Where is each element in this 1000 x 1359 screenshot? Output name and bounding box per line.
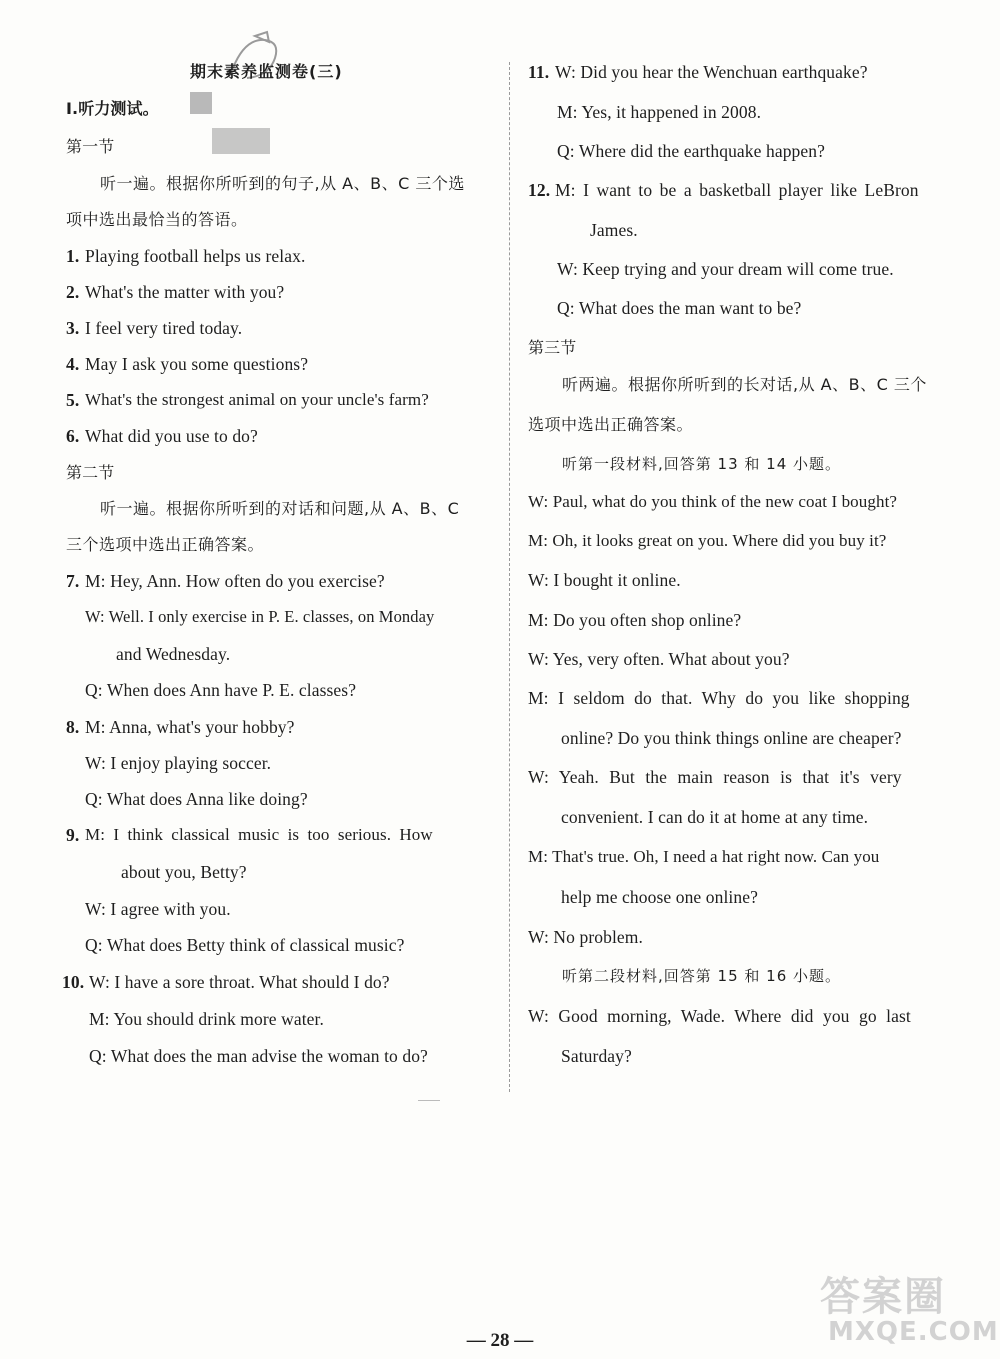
question-text: What's the strongest animal on your uncle's farm?: [85, 390, 429, 409]
dialogue-line: W: No problem.: [528, 927, 643, 947]
dialogue-question: Q: What does the man want to be?: [557, 298, 802, 318]
watermark-url: MXQE.COM: [828, 1317, 999, 1347]
dialogue-question: Q: Where did the earthquake happen?: [557, 141, 825, 161]
dialogue-line: online? Do you think things online are cheaper?: [561, 728, 902, 748]
material-heading: 听第一段材料,回答第 13 和 14 小题。: [562, 455, 842, 473]
question-number: 11.: [528, 62, 550, 82]
column-divider: [509, 62, 510, 1092]
dialogue-line: M: Anna, what's your hobby?: [85, 717, 295, 737]
page-number: — 28 —: [466, 1330, 534, 1351]
stray-mark: [418, 1100, 440, 1101]
question-number: 3.: [66, 318, 80, 338]
dialogue-line: M: I want to be a basketball player like LeBron: [555, 180, 919, 200]
section-heading: Ⅰ.听力测试。: [66, 99, 159, 118]
dialogue-question: Q: What does Betty think of classical music?: [85, 935, 405, 955]
question-number: 5.: [66, 390, 80, 410]
dialogue-line: M: Yes, it happened in 2008.: [557, 102, 762, 122]
dialogue-question: Q: What does Anna like doing?: [85, 789, 308, 809]
question-text: Playing football helps us relax.: [85, 246, 306, 266]
question-number: 7.: [66, 571, 80, 591]
question-text: May I ask you some questions?: [85, 354, 309, 374]
question-number: 9.: [66, 825, 80, 845]
question-number: 2.: [66, 282, 80, 302]
redacted-block: [212, 128, 270, 154]
dialogue-line: M: Oh, it looks great on you. Where did you buy it?: [528, 531, 887, 550]
dialogue-line: W: I enjoy playing soccer.: [85, 753, 272, 773]
question-number: 4.: [66, 354, 80, 374]
dialogue-line: M: You should drink more water.: [89, 1009, 324, 1029]
dialogue-line: W: Keep trying and your dream will come true.: [557, 259, 894, 279]
dialogue-line: M: I think classical music is too serious. How: [85, 825, 433, 844]
dialogue-line: W: Yes, very often. What about you?: [528, 649, 790, 669]
material-heading: 听第二段材料,回答第 15 和 16 小题。: [562, 967, 842, 985]
dialogue-line: W: Did you hear the Wenchuan earthquake?: [555, 62, 868, 82]
dialogue-line: James.: [590, 220, 638, 240]
dialogue-question: Q: When does Ann have P. E. classes?: [85, 680, 357, 700]
dialogue-line: and Wednesday.: [116, 644, 231, 664]
dialogue-line: M: Hey, Ann. How often do you exercise?: [85, 571, 385, 591]
question-text: What did you use to do?: [85, 426, 258, 446]
watermark-text: 答案圈: [820, 1274, 946, 1320]
dialogue-line: W: I agree with you.: [85, 899, 231, 919]
instruction-text: 听一遍。根据你所听到的句子,从 A、B、C 三个选: [100, 174, 465, 193]
question-text: I feel very tired today.: [85, 318, 243, 338]
question-number: 8.: [66, 717, 80, 737]
instruction-text: 三个选项中选出正确答案。: [66, 535, 265, 554]
dialogue-line: convenient. I can do it at home at any time.: [561, 807, 869, 827]
instruction-text: 选项中选出正确答案。: [528, 415, 694, 434]
part-heading: 第一节: [66, 137, 115, 156]
part-heading: 第三节: [528, 338, 577, 357]
dialogue-line: about you, Betty?: [121, 862, 247, 882]
dialogue-line: W: Yeah. But the main reason is that it's very: [528, 767, 902, 787]
dialogue-line: W: Paul, what do you think of the new coat I bought?: [528, 492, 898, 511]
dialogue-line: M: I seldom do that. Why do you like shopping: [528, 688, 910, 708]
question-number: 10.: [62, 972, 85, 992]
dialogue-line: W: I bought it online.: [528, 570, 681, 590]
question-number: 12.: [528, 180, 551, 200]
question-text: What's the matter with you?: [85, 282, 285, 302]
dialogue-line: W: Well. I only exercise in P. E. classes, on Monday: [85, 607, 435, 626]
instruction-text: 项中选出最恰当的答语。: [66, 210, 248, 229]
redacted-block: [190, 92, 212, 114]
dialogue-line: M: Do you often shop online?: [528, 610, 742, 630]
part-heading: 第二节: [66, 463, 115, 482]
instruction-text: 听一遍。根据你所听到的对话和问题,从 A、B、C: [100, 499, 460, 518]
instruction-text: 听两遍。根据你所听到的长对话,从 A、B、C 三个: [562, 375, 927, 394]
dialogue-line: W: I have a sore throat. What should I do?: [89, 972, 390, 992]
question-number: 1.: [66, 246, 80, 266]
page-title: 期末素养监测卷(三): [190, 62, 343, 81]
question-number: 6.: [66, 426, 80, 446]
dialogue-question: Q: What does the man advise the woman to do?: [89, 1046, 428, 1066]
dialogue-line: W: Good morning, Wade. Where did you go last: [528, 1006, 911, 1026]
dialogue-line: Saturday?: [561, 1046, 632, 1066]
watermark-logo: [820, 1265, 999, 1355]
dialogue-line: M: That's true. Oh, I need a hat right now. Can you: [528, 847, 880, 866]
dialogue-line: help me choose one online?: [561, 887, 758, 907]
